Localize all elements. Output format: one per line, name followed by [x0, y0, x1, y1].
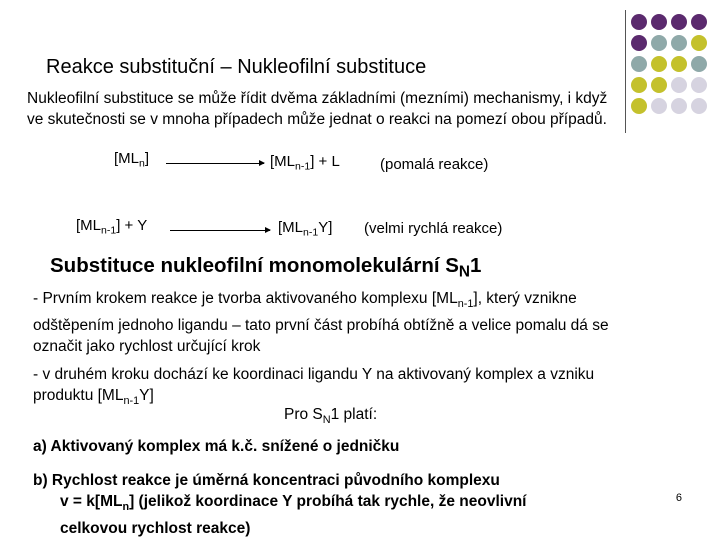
decorative-dot — [691, 77, 707, 93]
rule-b-line2: $v = k[ML_n]$ (jelikož koordinace Y probíhá tak rychle, že neovlivní — [60, 493, 527, 513]
reaction1-arrow — [166, 163, 264, 164]
decorative-dot — [651, 14, 667, 30]
decorative-dot — [671, 56, 687, 72]
rule-b-line1: b) Rychlost reakce je úměrná koncentraci původního komplexu — [33, 472, 500, 489]
reaction1-product: $[ML_{n-1}] + L$ — [270, 153, 340, 173]
decorative-divider — [625, 10, 626, 133]
decorative-dot — [651, 77, 667, 93]
decorative-dot — [671, 77, 687, 93]
reaction1-reactant: $[ML_n]$ — [114, 150, 150, 170]
decorative-dot — [631, 56, 647, 72]
decorative-dot — [691, 14, 707, 30]
decorative-dot — [651, 35, 667, 51]
decorative-dot — [631, 98, 647, 114]
decorative-dot — [671, 35, 687, 51]
step2-paragraph: - v druhém kroku dochází ke koordinaci ligandu Y na aktivovaný komplex a vzniku produktu $[ML_{n-1}Y]$ — [33, 366, 595, 407]
decorative-dot — [691, 56, 707, 72]
rule-a: a) Aktivovaný komplex má k.č. snížené o jedničku — [33, 438, 400, 455]
sn1-rules-label: Pro $S_N1$ platí: — [284, 406, 378, 426]
section-heading-sn1: Substituce nukleofilní monomolekulární $S_N1$ — [50, 254, 482, 281]
decorative-dot — [631, 14, 647, 30]
decorative-dot — [671, 14, 687, 30]
decorative-dot — [691, 98, 707, 114]
reaction2-arrow — [170, 230, 270, 231]
decorative-dot — [631, 77, 647, 93]
reaction1-note: (pomalá reakce) — [380, 156, 489, 173]
reaction2-note: (velmi rychlá reakce) — [364, 220, 503, 237]
page-number: 6 — [675, 492, 682, 504]
step1-paragraph: - Prvním krokem reakce je tvorba aktivovaného komplexu $[ML_{n-1}]$, který vznikne odštěpením jednoho ligandu – tato první část probíhá obtížně a velice pomalu dá se označit jako rychlost určující krok — [33, 290, 609, 355]
reaction2-reactant: $[ML_{n-1}] + Y$ — [76, 217, 148, 237]
rule-b — [33, 470, 623, 539]
decorative-dot — [671, 98, 687, 114]
decorative-dot — [631, 35, 647, 51]
slide-title: Reakce substituční – Nukleofilní substituce — [46, 56, 427, 78]
decorative-dot — [691, 35, 707, 51]
decorative-dot — [651, 56, 667, 72]
decorative-dot-grid — [628, 12, 718, 122]
decorative-dot — [651, 98, 667, 114]
reaction2-product: $[ML_{n-1}Y]$ — [278, 219, 333, 239]
rule-b-line3: celkovou rychlost reakce) — [60, 519, 251, 537]
intro-paragraph: Nukleofilní substituce se může řídit dvěma základními (mezními) mechanismy, i když ve skutečnosti se v mnoha případech může jednat o reakci na pomezí obou případů. — [27, 90, 608, 128]
